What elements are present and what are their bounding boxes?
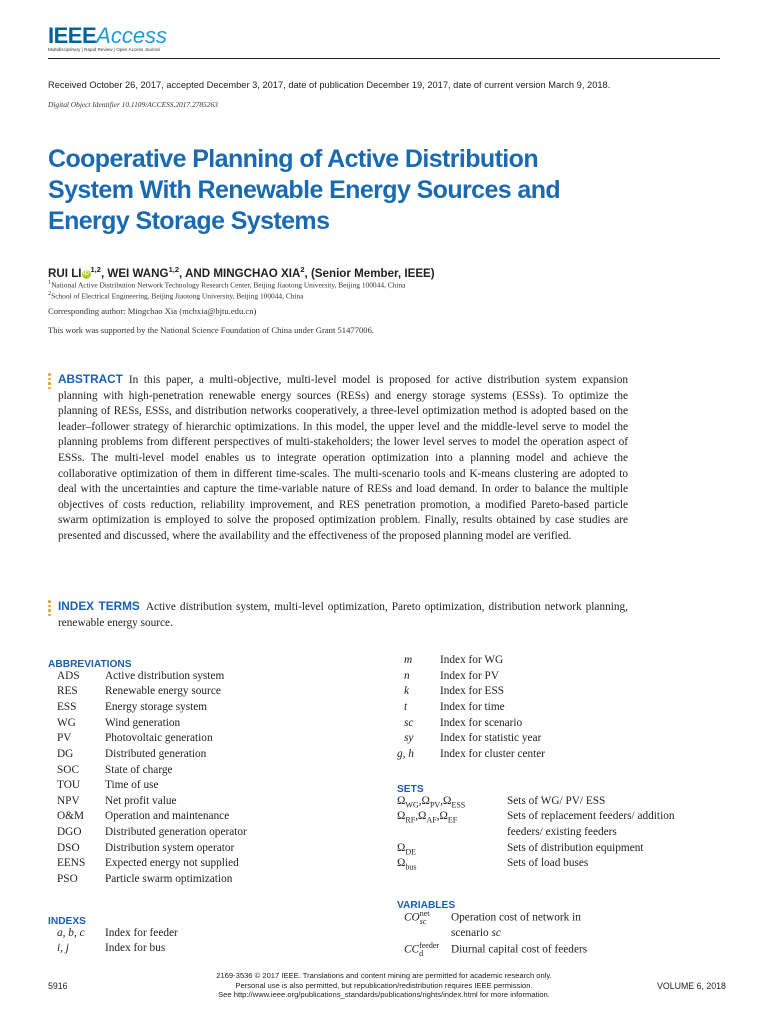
logo-ieee: IEEE [48, 23, 97, 48]
index-symbol: sc [404, 717, 414, 729]
abbreviation-row [57, 825, 247, 841]
abbreviation-value: State of charge [105, 764, 173, 776]
author-sup: 1,2 [168, 265, 180, 274]
abbreviation-value: Time of use [105, 779, 159, 791]
author-name: , WEI WANG [100, 266, 169, 280]
abstract-text: In this paper, a multi-objective, multi-level model is proposed for active distribution system expansion planning with high-penetration renewable energy sources (RESs) and energy storage systems (ESSs). To optimize the planning of RESs, ESSs, and distribution networks cooperatively, a three-level optimization method is adopted based on the leader–follower strategy of hierarchic optimizations. In this model, the upper level and the middle-level serve to model the planning problems from different perspectives of multi-stakeholders; the lower level serves to model the operation aspect of ESSs. The multi-level model enables us to integrate operation optimization into a planning model and achieve the collaborative optimization of them in different time-scales. The multi-scenario tools and K-means clustering are adopted to deal with the uncertainties and capture the time-variable nature of RESs and load demand. In order to balance the multiple objectives of costs reduction, reliability improvement, and RES penetration promotion, a modified Pareto-based particle swarm optimization is employed to solve the proposed optimization problem. Finally, results obtained by case studies are presented and discussed, where the availability and the effectiveness of the proposed planning model are verified. [58, 374, 628, 542]
abbreviation-key: DSO [57, 842, 80, 854]
journal-tagline: Multidisciplinary | Rapid Review | Open Access Journal [48, 47, 160, 52]
abbreviation-key: PSO [57, 873, 78, 885]
abbreviation-value: Net profit value [105, 795, 177, 807]
affiliation-text: School of Electrical Engineering, Beijing Jiaotong University, Beijing 100044, China [51, 291, 304, 301]
index-row [397, 747, 545, 763]
author-name: RUI LI [48, 266, 82, 280]
volume-label: VOLUME 6, 2018 [657, 981, 726, 991]
abbreviation-value: Wind generation [105, 717, 181, 729]
indexes-heading: INDEXS [48, 916, 86, 927]
variable-symbol: CO net sc [404, 909, 430, 926]
variable-description: Operation cost of network in [451, 911, 581, 924]
set-description: Sets of distribution equipment [507, 842, 644, 854]
index-symbol: i, j [57, 942, 69, 954]
abbreviation-key: DG [57, 748, 74, 760]
set-symbol: $\Omega_{DE}$ [397, 842, 417, 857]
orcid-icon[interactable]: iD [83, 270, 89, 277]
index-description: Index for time [440, 701, 505, 713]
abbreviation-row [57, 763, 173, 779]
index-row [404, 731, 541, 747]
index-row [57, 941, 165, 957]
abbreviation-value: Distributed generation [105, 748, 207, 760]
abbreviation-key: SOC [57, 764, 79, 776]
index-symbol: m [404, 654, 413, 666]
author-sup: 1,2 [90, 265, 101, 274]
copyright-line: Personal use is also permitted, but republication/redistribution requires IEEE permission. [235, 980, 533, 990]
abbreviation-row [57, 856, 239, 872]
variables-heading: VARIABLES [397, 900, 456, 911]
index-row [404, 653, 503, 669]
abbreviation-row [57, 872, 232, 888]
affiliation-text: National Active Distribution Network Technology Research Center, Beijing Jiaotong University, Beijing 100044, China [51, 280, 406, 290]
paper-title: Cooperative Planning of Active Distribution System With Renewable Energy Sources and Energy Storage Systems [48, 145, 561, 235]
abbreviation-value: Energy storage system [105, 701, 208, 713]
abbreviation-key: WG [57, 717, 76, 729]
abbreviation-key: ESS [57, 701, 77, 713]
index-description: Index for bus [105, 942, 166, 954]
abbreviation-value: Photovoltaic generation [105, 732, 213, 744]
affiliation-2 [48, 291, 303, 300]
index-symbol: t [404, 701, 408, 713]
abbreviation-row [57, 841, 234, 857]
author-membership: , (Senior Member, IEEE) [304, 266, 435, 280]
variable-row [404, 910, 581, 926]
index-row [404, 669, 499, 685]
index-symbol: k [404, 685, 410, 697]
index-description: Index for feeder [105, 927, 178, 939]
abbreviation-value: Expected energy not supplied [105, 857, 239, 869]
section-marker-icon [48, 373, 51, 391]
abbreviation-key: NPV [57, 795, 80, 807]
abbreviation-row [57, 716, 180, 732]
abbreviation-value: Distributed generation operator [105, 826, 247, 838]
index-description: Index for scenario [440, 717, 523, 729]
affiliation-number: 2 [48, 291, 52, 297]
set-row [397, 856, 588, 875]
affiliation-number: 1 [48, 280, 52, 286]
index-symbol: sy [404, 732, 414, 744]
index-description: Index for WG [440, 654, 504, 666]
abbreviation-row [57, 778, 159, 794]
copyright-link[interactable]: See http://www.ieee.org/publications_standards/publications/rights/index.html for more information. [218, 990, 550, 999]
index-description: Index for ESS [440, 685, 505, 697]
affiliation-1 [48, 280, 405, 289]
index-description: Index for statistic year [440, 732, 542, 744]
author-line [48, 265, 435, 280]
set-description: Sets of replacement feeders/ addition [507, 810, 675, 822]
abbreviation-key: TOU [57, 779, 81, 791]
header-divider [48, 58, 720, 59]
set-symbol: $\Omega_{RF},\Omega_{AF},\Omega_{EF}$ [397, 810, 458, 825]
index-symbol: g, h [397, 748, 414, 760]
index-terms-text: Active distribution system, multi-level optimization, Pareto optimization, distribution network planning, renewable energy source. [58, 601, 628, 629]
author-name: , AND MINGCHAO XIA [179, 266, 301, 280]
abbreviation-row [57, 731, 213, 747]
received-dates: Received October 26, 2017, accepted December 3, 2017, date of publication December 19, 2017, date of current version March 9, 2018. [48, 80, 611, 90]
doi: Digital Object Identifier 10.1109/ACCESS.2017.2785263 [48, 100, 218, 109]
variable-row [404, 942, 587, 958]
index-row [404, 716, 522, 732]
abbreviation-value: Renewable energy source [105, 685, 221, 697]
abbreviations-heading: ABBREVIATIONS [48, 659, 132, 670]
abbreviation-row [57, 794, 177, 810]
abstract-label: ABSTRACT [58, 372, 123, 386]
abbreviation-key: PV [57, 732, 72, 744]
index-terms [58, 599, 628, 631]
set-symbol: $\Omega_{bus}$ [397, 857, 417, 872]
section-marker-icon [48, 600, 51, 618]
sets-heading: SETS [397, 784, 424, 795]
index-terms-label: INDEX TERMS [58, 599, 140, 613]
variable-description: Diurnal capital cost of feeders [451, 943, 588, 956]
abbreviation-key: O&M [57, 810, 84, 822]
abbreviation-row [57, 809, 229, 825]
abstract [58, 372, 628, 545]
set-symbol: $\Omega_{WG},\Omega_{PV},\Omega_{ESS}$ [397, 795, 466, 810]
corresponding-author: Corresponding author: Mingchao Xia (mchxia@bjtu.edu.cn) [48, 306, 257, 316]
index-row [404, 700, 505, 716]
journal-logo [48, 24, 167, 48]
abbreviation-key: EENS [57, 857, 86, 869]
abbreviation-row [57, 669, 224, 685]
abbreviation-row [57, 684, 221, 700]
index-symbol: n [404, 670, 410, 682]
copyright-line: 2169-3536 © 2017 IEEE. Translations and content mining are permitted for academic research only. [216, 971, 552, 980]
abbreviation-row [57, 747, 206, 763]
abbreviation-key: DGO [57, 826, 82, 838]
variable-symbol: CC feeder d [404, 941, 440, 958]
index-description: Index for cluster center [440, 748, 546, 760]
funding-note: This work was supported by the National Science Foundation of China under Grant 51477006. [48, 325, 375, 335]
logo-access: Access [96, 23, 168, 48]
abbreviation-value: Particle swarm optimization [105, 873, 233, 885]
abbreviation-value: Distribution system operator [105, 842, 235, 854]
abbreviation-key: RES [57, 685, 78, 697]
author-sup: 2 [300, 265, 305, 274]
set-description: Sets of WG/ PV/ ESS [507, 795, 606, 807]
index-row [404, 684, 504, 700]
set-description-cont: feeders/ existing feeders [507, 826, 617, 838]
index-description: Index for PV [440, 670, 499, 682]
abbreviation-value: Active distribution system [105, 670, 225, 682]
abbreviation-key: ADS [57, 670, 80, 682]
index-row [57, 926, 178, 942]
page-number: 5916 [48, 981, 68, 991]
abbreviation-row [57, 700, 207, 716]
abbreviation-value: Operation and maintenance [105, 810, 230, 822]
set-description: Sets of load buses [507, 857, 589, 869]
variable-description-cont: scenario sc [451, 927, 501, 939]
copyright-notice [0, 971, 768, 1000]
index-symbol: a, b, c [57, 927, 85, 939]
